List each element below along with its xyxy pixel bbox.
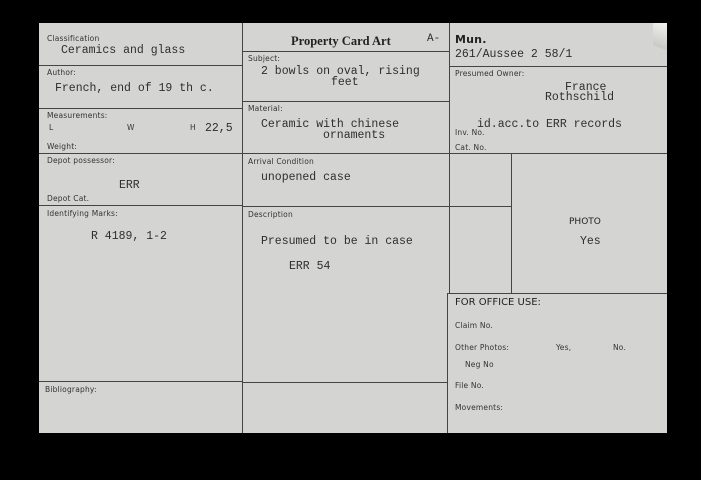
divider: [39, 381, 242, 382]
corner-mark: A-: [427, 33, 441, 45]
material-line-1: Ceramic with chinese: [261, 118, 400, 131]
depot-possessor-value: ERR: [119, 179, 140, 192]
identifying-marks-value: R 4189, 1-2: [91, 230, 167, 243]
mun-value: 261/Aussee 2 58/1: [455, 48, 573, 61]
divider: [39, 153, 242, 154]
movements-label: Movements:: [455, 403, 504, 412]
width-label: W: [127, 123, 135, 132]
classification-label: Classification: [47, 34, 100, 43]
presumed-owner-line-1: France: [565, 81, 607, 94]
divider: [39, 205, 242, 206]
inv-no-label: Inv. No.: [455, 128, 485, 137]
neg-no-label: Neg No: [465, 360, 494, 369]
card-title: Property Card Art: [291, 34, 391, 48]
divider: [39, 108, 242, 109]
divider: [242, 51, 449, 52]
presumed-owner-note: id.acc.to ERR records: [477, 118, 622, 131]
classification-value: Ceramics and glass: [61, 44, 186, 57]
mun-label: Mun.: [455, 33, 487, 46]
other-photos-yes: Yes,: [556, 343, 572, 352]
divider: [449, 66, 667, 67]
weight-label: Weight:: [47, 142, 78, 151]
subject-label: Subject:: [248, 54, 281, 63]
description-line-2: ERR 54: [289, 260, 331, 273]
divider: [242, 206, 511, 207]
file-no-label: File No.: [455, 381, 484, 390]
height-label: H: [190, 123, 196, 132]
depot-cat-label: Depot Cat.: [47, 194, 90, 203]
divider: [242, 23, 243, 433]
divider: [449, 23, 450, 293]
arrival-condition-value: unopened case: [261, 171, 351, 184]
divider: [39, 65, 242, 66]
office-use-header: FOR OFFICE USE:: [455, 297, 541, 308]
other-photos-no: No.: [613, 343, 627, 352]
divider: [242, 101, 449, 102]
bibliography-label: Bibliography:: [45, 385, 97, 394]
divider: [511, 154, 512, 293]
material-label: Material:: [248, 104, 283, 113]
divider: [447, 293, 448, 433]
description-label: Description: [248, 210, 293, 219]
author-value: French, end of 19 th c.: [55, 82, 214, 95]
photo-label: PHOTO: [569, 217, 601, 227]
cat-no-label: Cat. No.: [455, 143, 487, 152]
divider: [447, 293, 667, 294]
author-label: Author:: [47, 68, 77, 77]
divider: [242, 153, 667, 154]
presumed-owner-label: Presumed Owner:: [455, 69, 525, 78]
length-label: L: [49, 123, 54, 132]
divider: [242, 382, 447, 383]
other-photos-label: Other Photos:: [455, 343, 510, 352]
identifying-marks-label: Identifying Marks:: [47, 209, 118, 218]
claim-no-label: Claim No.: [455, 321, 493, 330]
description-line-1: Presumed to be in case: [261, 235, 413, 248]
measurements-label: Measurements:: [47, 111, 108, 120]
material-line-2: ornaments: [323, 129, 386, 142]
arrival-condition-label: Arrival Condition: [248, 157, 314, 166]
presumed-owner-line-2: Rothschild: [545, 91, 615, 104]
depot-possessor-label: Depot possessor:: [47, 156, 115, 165]
height-value: 22,5: [205, 122, 233, 135]
subject-line-2: feet: [331, 76, 359, 89]
photo-value: Yes: [580, 235, 601, 248]
subject-line-1: 2 bowls on oval, rising: [261, 65, 420, 78]
property-card: [39, 23, 667, 433]
